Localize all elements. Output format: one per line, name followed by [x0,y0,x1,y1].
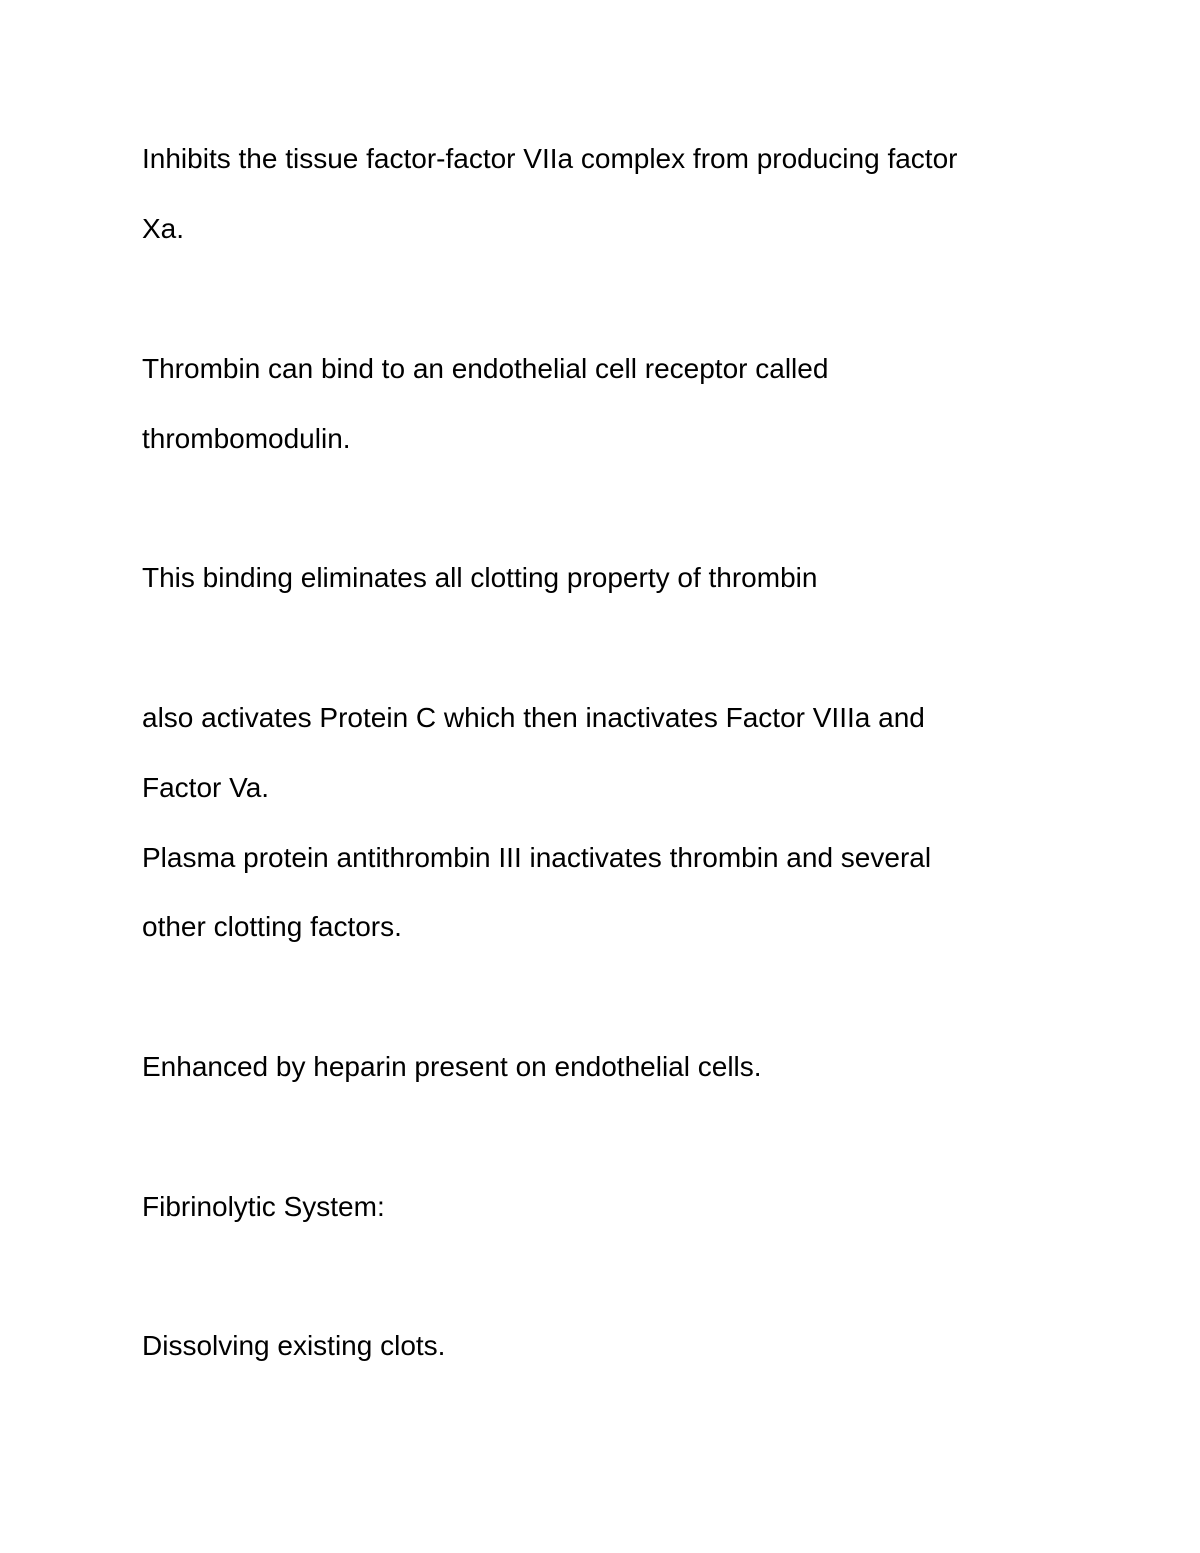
text-line-11: Fibrinolytic System: [142,1191,385,1222]
text-line-9: other clotting factors. [142,911,402,942]
text-line-2: Xa. [142,213,185,244]
text-line-3: Thrombin can bind to an endothelial cell receptor called [142,353,829,384]
text-line-1: Inhibits the tissue factor-factor VIIa complex from producing factor [142,143,958,174]
text-line-12: Dissolving existing clots. [142,1330,446,1361]
text-line-6: also activates Protein C which then inactivates Factor VIIIa and [142,702,925,733]
text-line-10: Enhanced by heparin present on endothelial cells. [142,1051,762,1082]
text-line-8: Plasma protein antithrombin III inactivates thrombin and several [142,842,932,873]
text-line-5: This binding eliminates all clotting property of thrombin [142,562,818,593]
text-line-4: thrombomodulin. [142,423,351,454]
text-line-7: Factor Va. [142,772,270,803]
